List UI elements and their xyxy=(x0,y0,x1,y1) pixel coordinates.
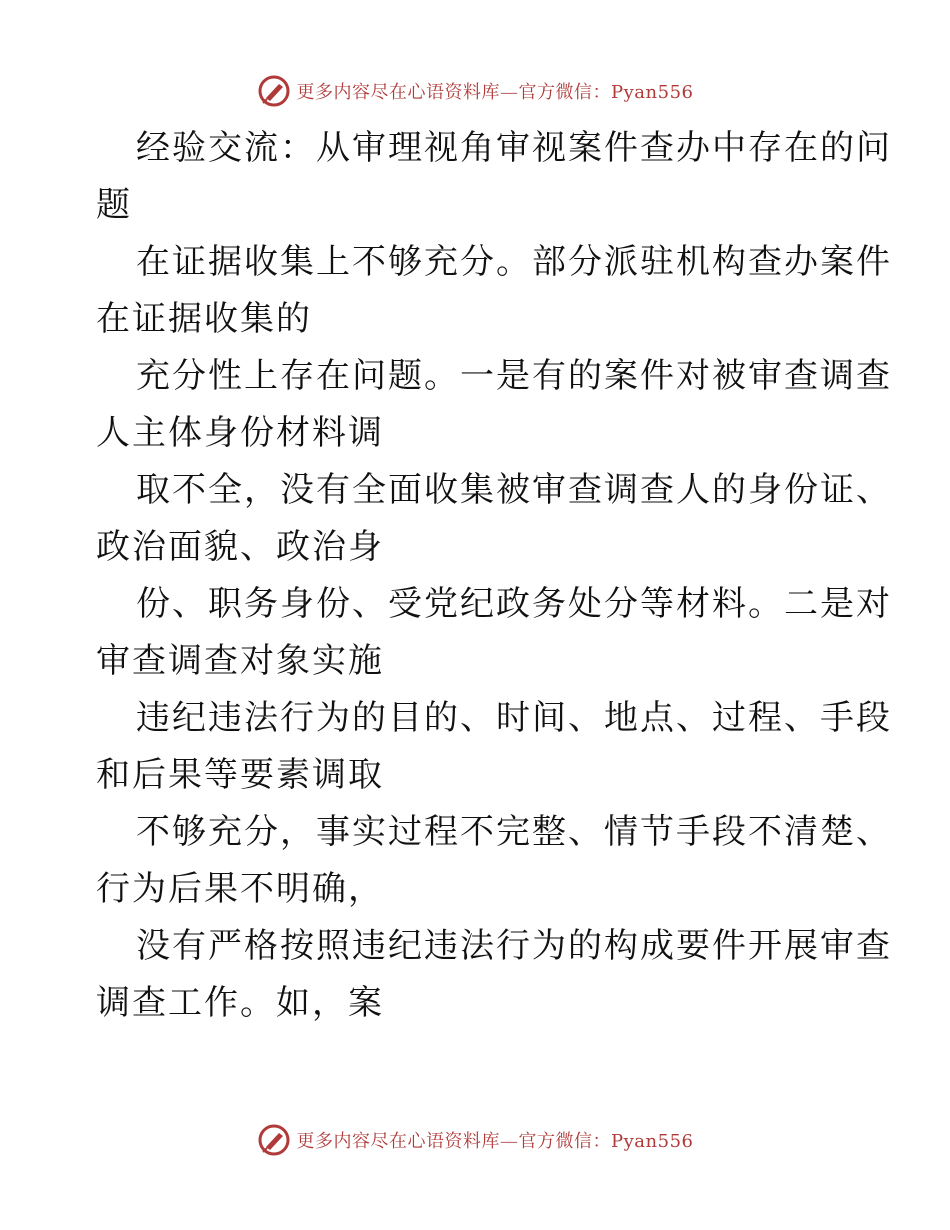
paragraph-line: 政治面貌、政治身 xyxy=(96,527,384,567)
watermark-title: 更多内容尽在心语资料库 xyxy=(296,1131,501,1152)
watermark-separator: — xyxy=(500,82,519,103)
paragraph xyxy=(96,576,892,690)
watermark-wechat-label: 官方微信： xyxy=(518,1131,612,1152)
watermark-separator: — xyxy=(500,1131,519,1152)
paragraph xyxy=(96,918,892,1032)
watermark-wechat-id: Pyan556 xyxy=(611,1131,694,1152)
footer-watermark xyxy=(0,1120,950,1160)
watermark-wechat-id: Pyan556 xyxy=(611,82,694,103)
paragraph-line: 题 xyxy=(96,185,132,225)
watermark-title: 更多内容尽在心语资料库 xyxy=(296,82,501,103)
paragraph-line: 在证据收集上不够充分。部分派驻机构查办案件 xyxy=(136,242,892,282)
paragraph xyxy=(96,120,892,234)
paragraph-line: 经验交流：从审理视角审视案件查办中存在的问 xyxy=(136,128,892,168)
document-body xyxy=(96,120,892,1032)
paragraph-line: 和后果等要素调取 xyxy=(96,755,384,795)
paragraph-line: 违纪违法行为的目的、时间、地点、过程、手段 xyxy=(136,698,892,738)
paragraph-line: 取不全，没有全面收集被审查调查人的身份证、 xyxy=(136,470,892,510)
paragraph-line: 审查调查对象实施 xyxy=(96,641,384,681)
paragraph xyxy=(96,462,892,576)
watermark-text xyxy=(297,1127,694,1153)
watermark-wechat-label: 官方微信： xyxy=(518,82,612,103)
paragraph xyxy=(96,348,892,462)
paragraph xyxy=(96,804,892,918)
paragraph-line: 调查工作。如，案 xyxy=(96,983,384,1023)
paragraph xyxy=(96,234,892,348)
header-watermark xyxy=(0,71,950,111)
paragraph-line: 份、职务身份、受党纪政务处分等材料。二是对 xyxy=(136,584,892,624)
brush-pen-logo-icon xyxy=(257,1123,291,1157)
paragraph-line: 不够充分，事实过程不完整、情节手段不清楚、 xyxy=(136,812,892,852)
paragraph-line: 人主体身份材料调 xyxy=(96,413,384,453)
paragraph-line: 充分性上存在问题。一是有的案件对被审查调查 xyxy=(136,356,892,396)
paragraph-line: 在证据收集的 xyxy=(96,299,312,339)
watermark-text xyxy=(297,78,694,104)
brush-pen-logo-icon xyxy=(257,74,291,108)
paragraph-line: 行为后果不明确， xyxy=(96,869,384,909)
paragraph-line: 没有严格按照违纪违法行为的构成要件开展审查 xyxy=(136,926,892,966)
paragraph xyxy=(96,690,892,804)
